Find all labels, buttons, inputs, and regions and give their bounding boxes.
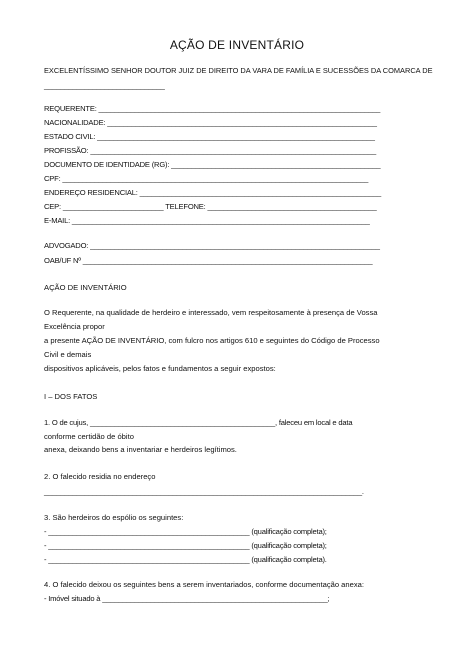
document-title: AÇÃO DE INVENTÁRIO — [169, 38, 305, 52]
fact-1-line: anexa, deixando bens a inventariar e herdeiros legítimos. — [44, 445, 237, 454]
fact-2-line: 2. O falecido residia no endereço — [44, 472, 156, 481]
intro-line: Excelência propor — [44, 322, 105, 331]
field-cep-telefone: CEP: _________________________ TELEFONE: __________________________________________ — [44, 202, 377, 211]
field-estado-civil: ESTADO CIVIL: _____________________________________________________________________ — [44, 132, 375, 141]
fact-1-line: conforme certidão de óbito — [44, 432, 134, 441]
field-nacionalidade: NACIONALIDADE: ___________________________________________________________________ — [44, 118, 377, 127]
heir-line: - __________________________________________________ (qualificação completa). — [44, 555, 327, 564]
facts-heading: I – DOS FATOS — [44, 392, 98, 401]
intro-line: O Requerente, na qualidade de herdeiro e interessado, vem respeitosamente à presença de Vossa — [44, 308, 378, 317]
field-cpf: CPF: ____________________________________________________________________________ — [44, 174, 369, 183]
field-oab: OAB/UF Nº ________________________________________________________________________ — [44, 256, 373, 265]
intro-line: a presente AÇÃO DE INVENTÁRIO, com fulcro nos artigos 610 e seguintes do Código de Processo — [44, 336, 380, 345]
field-endereco: ENDEREÇO RESIDENCIAL: ____________________________________________________________ — [44, 188, 382, 197]
field-profissao: PROFISSÃO: _______________________________________________________________________ — [44, 146, 376, 155]
field-requerente: REQUERENTE: ______________________________________________________________________ — [44, 104, 381, 113]
fact-4-line: 4. O falecido deixou os seguintes bens a serem inventariados, conforme documentação anexa: — [44, 580, 364, 589]
fact-3-line: 3. São herdeiros do espólio os seguintes: — [44, 513, 184, 522]
heir-line: - __________________________________________________ (qualificação completa); — [44, 527, 327, 536]
intro-line: dispositivos aplicáveis, pelos fatos e fundamentos a seguir expostos: — [44, 364, 276, 373]
section-title: AÇÃO DE INVENTÁRIO — [44, 283, 127, 292]
heir-line: - __________________________________________________ (qualificação completa); — [44, 541, 327, 550]
address-line: EXCELENTÍSSIMO SENHOR DOUTOR JUIZ DE DIREITO DA VARA DE FAMÍLIA E SUCESSÕES DA COMARCA DE — [44, 66, 433, 75]
fact-2-blank: _______________________________________________________________________________. — [44, 487, 364, 496]
address-blank: ______________________________ — [44, 81, 165, 90]
field-advogado: ADVOGADO: ________________________________________________________________________ — [44, 241, 380, 250]
fact-1-line: 1. O de cujus, ______________________________________________, faleceu em local e data — [44, 418, 353, 427]
property-line: - Imóvel situado à ________________________________________________________; — [44, 594, 330, 603]
field-email: E-MAIL: __________________________________________________________________________ — [44, 216, 370, 225]
intro-line: Civil e demais — [44, 350, 92, 359]
field-documento-identidade: DOCUMENTO DE IDENTIDADE (RG): ____________________________________________________ — [44, 160, 381, 169]
